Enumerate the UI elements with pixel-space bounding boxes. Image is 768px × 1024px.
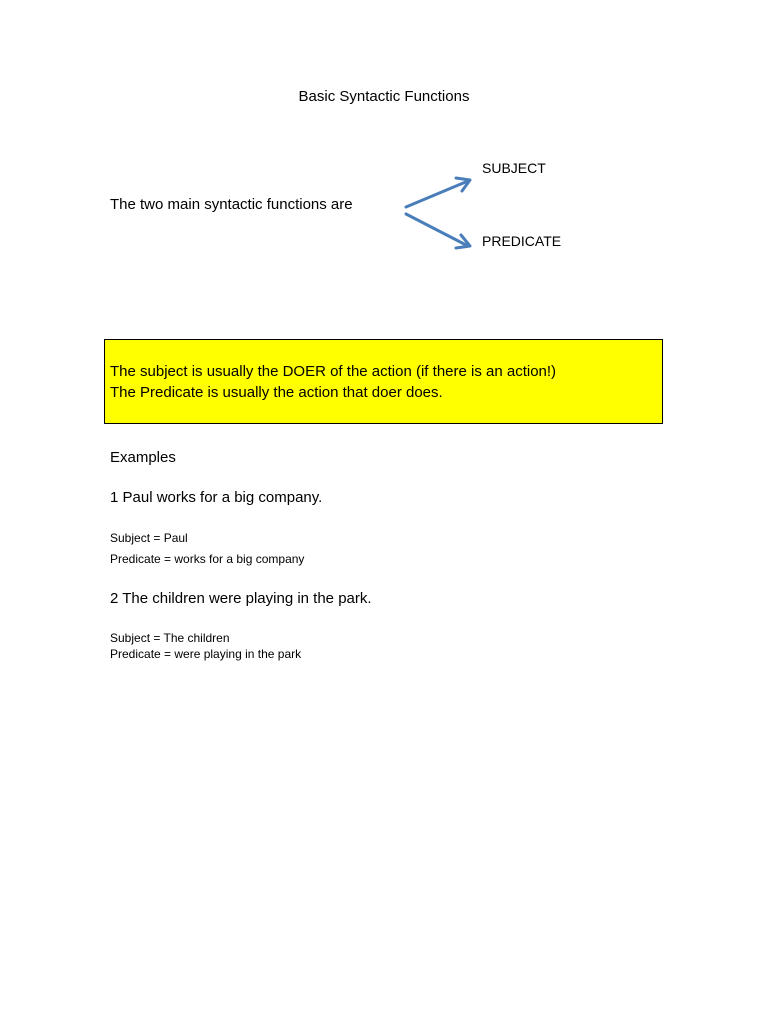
example-2-sentence: 2 The children were playing in the park. bbox=[110, 590, 372, 607]
example-1-subject: Subject = Paul bbox=[110, 531, 188, 545]
arrow-to-predicate bbox=[406, 214, 470, 248]
example-1-predicate: Predicate = works for a big company bbox=[110, 552, 305, 566]
examples-heading: Examples bbox=[110, 449, 176, 466]
branch-subject-label: SUBJECT bbox=[482, 160, 546, 176]
page-title: Basic Syntactic Functions bbox=[298, 88, 470, 105]
intro-text: The two main syntactic functions are bbox=[110, 196, 353, 213]
branch-predicate-label: PREDICATE bbox=[482, 233, 562, 249]
definition-highlight-box bbox=[104, 339, 663, 424]
predicate-definition: The Predicate is usually the action that doer does. bbox=[110, 384, 443, 401]
example-1-sentence: 1 Paul works for a big company. bbox=[110, 489, 323, 506]
subject-definition: The subject is usually the DOER of the action (if there is an action!) bbox=[110, 363, 557, 380]
arrow-to-subject bbox=[406, 178, 470, 207]
branch-arrows bbox=[398, 170, 482, 256]
example-2-subject: Subject = The children bbox=[110, 631, 230, 645]
example-2-predicate: Predicate = were playing in the park bbox=[110, 647, 302, 661]
